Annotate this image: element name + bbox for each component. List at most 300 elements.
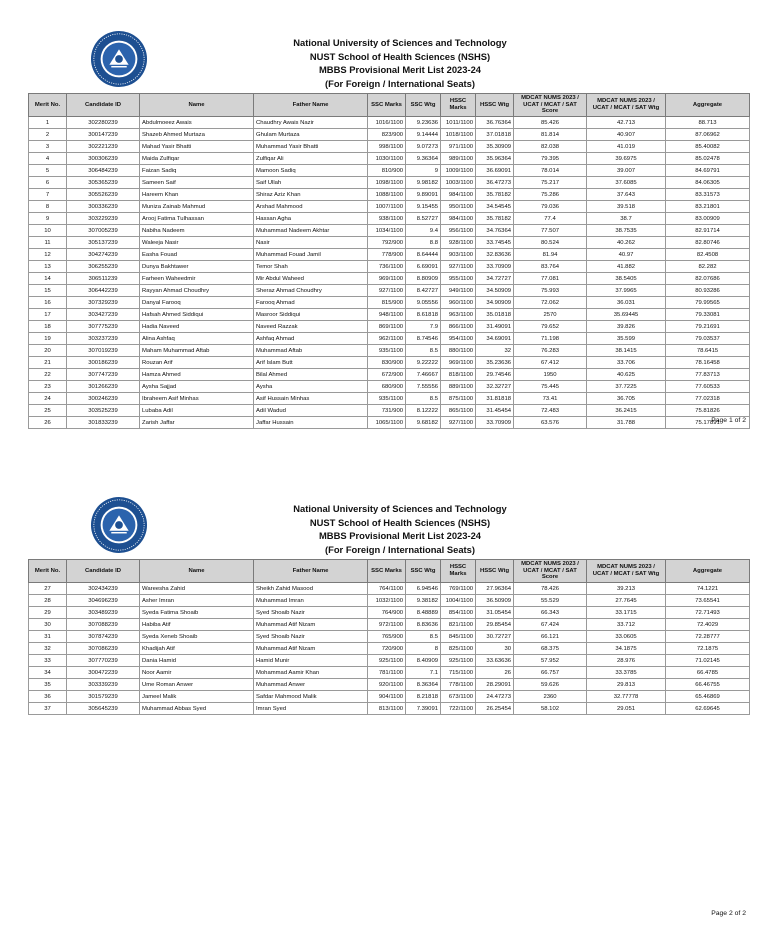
table-row xyxy=(29,189,750,201)
cell-test-wtg: 38.5405 xyxy=(587,273,666,285)
cell-test-score: 75.993 xyxy=(514,285,587,297)
cell-aggregate: 82.80746 xyxy=(666,237,750,249)
table-row xyxy=(29,369,750,381)
cell-candidate-name: Muniza Zainab Mahmud xyxy=(140,201,254,213)
table-row xyxy=(29,249,750,261)
cell-candidate-id: 300336239 xyxy=(67,201,140,213)
cell-hssc-wtg: 26 xyxy=(476,667,514,679)
table-row xyxy=(29,643,750,655)
cell-test-score: 75.217 xyxy=(514,177,587,189)
table-row xyxy=(29,345,750,357)
cell-aggregate: 82.282 xyxy=(666,261,750,273)
table-row xyxy=(29,667,750,679)
cell-candidate-name: Hareem Khan xyxy=(140,189,254,201)
cell-candidate-id: 304274239 xyxy=(67,249,140,261)
cell-hssc-marks: 925/1100 xyxy=(441,655,476,667)
cell-merit-no: 32 xyxy=(29,643,67,655)
cell-candidate-name: Rayyan Ahmad Choudhry xyxy=(140,285,254,297)
merit-list-page-2 xyxy=(0,466,768,932)
cell-merit-no: 36 xyxy=(29,691,67,703)
cell-test-score: 2360 xyxy=(514,691,587,703)
cell-father-name: Nasir xyxy=(254,237,368,249)
cell-hssc-marks: 903/1100 xyxy=(441,249,476,261)
cell-father-name: Sheraz Ahmad Choudhry xyxy=(254,285,368,297)
cell-test-score: 66.343 xyxy=(514,607,587,619)
cell-father-name: Mamoon Sadiq xyxy=(254,165,368,177)
cell-hssc-wtg: 34.54545 xyxy=(476,201,514,213)
table-row xyxy=(29,153,750,165)
cell-ssc-wtg: 9.36364 xyxy=(406,153,441,165)
cell-ssc-wtg: 9.07273 xyxy=(406,141,441,153)
cell-test-wtg: 40.625 xyxy=(587,369,666,381)
cell-candidate-id: 300186239 xyxy=(67,357,140,369)
col-header-test-score: MDCAT NUMS 2023 / UCAT / MCAT / SAT Score xyxy=(514,560,587,583)
table-row xyxy=(29,273,750,285)
cell-father-name: Bilal Ahmed xyxy=(254,369,368,381)
cell-test-wtg: 28.976 xyxy=(587,655,666,667)
cell-candidate-name: Jameel Malik xyxy=(140,691,254,703)
cell-merit-no: 19 xyxy=(29,333,67,345)
cell-test-score: 59.626 xyxy=(514,679,587,691)
cell-candidate-id: 305645239 xyxy=(67,703,140,715)
cell-candidate-id: 303525239 xyxy=(67,405,140,417)
cell-candidate-id: 305365239 xyxy=(67,177,140,189)
university-name: National University of Sciences and Technology xyxy=(293,37,507,48)
cell-ssc-marks: 1088/1100 xyxy=(368,189,406,201)
cell-father-name: Hamid Munir xyxy=(254,655,368,667)
col-header-test-wtg: MDCAT NUMS 2023 / UCAT / MCAT / SAT Wtg xyxy=(587,560,666,583)
table-row xyxy=(29,237,750,249)
cell-ssc-wtg: 6.94546 xyxy=(406,583,441,595)
cell-hssc-wtg: 32.83636 xyxy=(476,249,514,261)
cell-aggregate: 75.81826 xyxy=(666,405,750,417)
cell-hssc-marks: 927/1100 xyxy=(441,261,476,273)
cell-ssc-wtg: 9.98182 xyxy=(406,177,441,189)
cell-ssc-wtg: 8.21818 xyxy=(406,691,441,703)
col-header-test-wtg: MDCAT NUMS 2023 / UCAT / MCAT / SAT Wtg xyxy=(587,94,666,117)
cell-candidate-id: 302280239 xyxy=(67,117,140,129)
cell-aggregate: 79.03537 xyxy=(666,333,750,345)
cell-candidate-name: Zarish Jaffar xyxy=(140,417,254,429)
cell-candidate-id: 307770239 xyxy=(67,655,140,667)
cell-father-name: Asif Hussain Minhas xyxy=(254,393,368,405)
cell-merit-no: 16 xyxy=(29,297,67,309)
cell-candidate-id: 303489239 xyxy=(67,607,140,619)
cell-father-name: Muhammad Atif Nizam xyxy=(254,619,368,631)
cell-ssc-marks: 920/1100 xyxy=(368,679,406,691)
cell-father-name: Muhammad Fouad Jamil xyxy=(254,249,368,261)
cell-candidate-name: Danyal Farooq xyxy=(140,297,254,309)
cell-aggregate: 84.06305 xyxy=(666,177,750,189)
cell-hssc-marks: 865/1100 xyxy=(441,405,476,417)
table-row xyxy=(29,631,750,643)
table-row xyxy=(29,309,750,321)
cell-aggregate: 72.28777 xyxy=(666,631,750,643)
cell-hssc-wtg: 30.72727 xyxy=(476,631,514,643)
table-row xyxy=(29,691,750,703)
cell-father-name: Muhammad Imran xyxy=(254,595,368,607)
cell-ssc-marks: 765/900 xyxy=(368,631,406,643)
cell-candidate-id: 306442239 xyxy=(67,285,140,297)
cell-aggregate: 62.69645 xyxy=(666,703,750,715)
cell-aggregate: 82.4508 xyxy=(666,249,750,261)
cell-merit-no: 3 xyxy=(29,141,67,153)
table-row xyxy=(29,261,750,273)
cell-ssc-wtg: 8.8 xyxy=(406,237,441,249)
cell-hssc-marks: 715/1100 xyxy=(441,667,476,679)
cell-hssc-wtg: 31.49091 xyxy=(476,321,514,333)
cell-ssc-marks: 680/900 xyxy=(368,381,406,393)
cell-aggregate: 78.6415 xyxy=(666,345,750,357)
cell-test-wtg: 39.518 xyxy=(587,201,666,213)
cell-ssc-wtg: 8.48889 xyxy=(406,607,441,619)
cell-ssc-marks: 904/1100 xyxy=(368,691,406,703)
cell-father-name: Zulfiqar Ali xyxy=(254,153,368,165)
cell-father-name: Farooq Ahmad xyxy=(254,297,368,309)
table-row xyxy=(29,285,750,297)
table-row xyxy=(29,297,750,309)
cell-test-wtg: 29.051 xyxy=(587,703,666,715)
table-row xyxy=(29,213,750,225)
cell-merit-no: 5 xyxy=(29,165,67,177)
cell-candidate-name: Mahad Yasir Bhatti xyxy=(140,141,254,153)
cell-ssc-marks: 969/1100 xyxy=(368,273,406,285)
cell-father-name: Muhammad Anwer xyxy=(254,679,368,691)
cell-ssc-wtg: 8.52727 xyxy=(406,213,441,225)
col-header-ssc-marks: SSC Marks xyxy=(368,94,406,117)
cell-test-wtg: 37.6085 xyxy=(587,177,666,189)
cell-candidate-id: 307775239 xyxy=(67,321,140,333)
cell-candidate-id: 303229239 xyxy=(67,213,140,225)
cell-merit-no: 2 xyxy=(29,129,67,141)
cell-candidate-name: Noor Aamir xyxy=(140,667,254,679)
cell-father-name: Sheikh Zahid Masood xyxy=(254,583,368,595)
cell-candidate-name: Faizan Sadiq xyxy=(140,165,254,177)
cell-aggregate: 80.93286 xyxy=(666,285,750,297)
cell-ssc-marks: 1098/1100 xyxy=(368,177,406,189)
cell-test-wtg: 31.788 xyxy=(587,417,666,429)
cell-hssc-marks: 673/1100 xyxy=(441,691,476,703)
cell-test-score: 72.483 xyxy=(514,405,587,417)
cell-ssc-marks: 815/900 xyxy=(368,297,406,309)
table-row xyxy=(29,225,750,237)
cell-ssc-wtg: 8.61818 xyxy=(406,309,441,321)
cell-merit-no: 4 xyxy=(29,153,67,165)
cell-candidate-name: Shazeb Ahmed Murtaza xyxy=(140,129,254,141)
col-header-ssc-wtg: SSC Wtg xyxy=(406,94,441,117)
cell-hssc-marks: 969/1100 xyxy=(441,357,476,369)
cell-ssc-marks: 1032/1100 xyxy=(368,595,406,607)
cell-candidate-name: Habiba Atif xyxy=(140,619,254,631)
cell-merit-no: 24 xyxy=(29,393,67,405)
cell-hssc-marks: 875/1100 xyxy=(441,393,476,405)
list-title: MBBS Provisional Merit List 2023-24 xyxy=(318,64,482,75)
table-row xyxy=(29,583,750,595)
cell-ssc-wtg: 7.39091 xyxy=(406,703,441,715)
cell-test-score: 58.102 xyxy=(514,703,587,715)
cell-test-score: 77.4 xyxy=(514,213,587,225)
cell-merit-no: 10 xyxy=(29,225,67,237)
cell-candidate-name: Muhammad Abbas Syed xyxy=(140,703,254,715)
cell-candidate-name: Hadia Naveed xyxy=(140,321,254,333)
table-row xyxy=(29,129,750,141)
cell-hssc-marks: 960/1100 xyxy=(441,297,476,309)
cell-candidate-name: Dania Hamid xyxy=(140,655,254,667)
table-row xyxy=(29,405,750,417)
cell-aggregate: 66.46755 xyxy=(666,679,750,691)
table-header-row xyxy=(29,560,750,583)
cell-test-score: 82.038 xyxy=(514,141,587,153)
cell-father-name: Arif Islam Butt xyxy=(254,357,368,369)
cell-ssc-wtg: 8.80909 xyxy=(406,273,441,285)
cell-aggregate: 74.1221 xyxy=(666,583,750,595)
cell-test-score: 80.524 xyxy=(514,237,587,249)
col-header-ssc-wtg: SSC Wtg xyxy=(406,560,441,583)
cell-candidate-name: Khadijah Atif xyxy=(140,643,254,655)
cell-candidate-name: Dunya Bakhtawer xyxy=(140,261,254,273)
cell-merit-no: 12 xyxy=(29,249,67,261)
table-row xyxy=(29,321,750,333)
col-header-aggregate: Aggregate xyxy=(666,560,750,583)
cell-candidate-id: 300246239 xyxy=(67,393,140,405)
cell-merit-no: 1 xyxy=(29,117,67,129)
cell-test-score: 67.424 xyxy=(514,619,587,631)
cell-merit-no: 28 xyxy=(29,595,67,607)
cell-ssc-wtg: 9.15455 xyxy=(406,201,441,213)
cell-candidate-name: Syeda Fatima Shoaib xyxy=(140,607,254,619)
cell-test-wtg: 35.69445 xyxy=(587,309,666,321)
cell-test-wtg: 40.97 xyxy=(587,249,666,261)
cell-ssc-marks: 962/1100 xyxy=(368,333,406,345)
cell-test-score: 79.652 xyxy=(514,321,587,333)
school-name: NUST School of Health Sciences (NSHS) xyxy=(309,50,491,62)
cell-father-name: Muhammad Yasir Bhatti xyxy=(254,141,368,153)
cell-ssc-wtg: 9.22222 xyxy=(406,357,441,369)
cell-merit-no: 26 xyxy=(29,417,67,429)
cell-test-wtg: 36.705 xyxy=(587,393,666,405)
cell-ssc-wtg: 7.46667 xyxy=(406,369,441,381)
cell-candidate-name: Sameen Saif xyxy=(140,177,254,189)
table-row xyxy=(29,595,750,607)
cell-aggregate: 79.21691 xyxy=(666,321,750,333)
cell-merit-no: 14 xyxy=(29,273,67,285)
cell-candidate-name: Abdulmoeez Awais xyxy=(140,117,254,129)
cell-test-score: 77.081 xyxy=(514,273,587,285)
cell-hssc-marks: 1009/1100 xyxy=(441,165,476,177)
cell-aggregate: 88.713 xyxy=(666,117,750,129)
cell-ssc-marks: 1065/1100 xyxy=(368,417,406,429)
cell-candidate-name: Waleeja Nasir xyxy=(140,237,254,249)
cell-ssc-marks: 1030/1100 xyxy=(368,153,406,165)
cell-candidate-id: 302221239 xyxy=(67,141,140,153)
cell-test-wtg: 34.1875 xyxy=(587,643,666,655)
merit-table xyxy=(28,559,750,715)
cell-father-name: Syed Shoaib Nazir xyxy=(254,631,368,643)
cell-candidate-name: Wareesha Zahid xyxy=(140,583,254,595)
table-row xyxy=(29,607,750,619)
cell-ssc-wtg: 9.38182 xyxy=(406,595,441,607)
cell-hssc-wtg: 33.70909 xyxy=(476,417,514,429)
cell-hssc-wtg: 31.45454 xyxy=(476,405,514,417)
cell-test-wtg: 33.1715 xyxy=(587,607,666,619)
cell-father-name: Masroor Siddiqui xyxy=(254,309,368,321)
cell-aggregate: 72.71493 xyxy=(666,607,750,619)
cell-father-name: Ashfaq Ahmad xyxy=(254,333,368,345)
col-header-merit-no: Merit No. xyxy=(29,560,67,583)
cell-candidate-name: Farheen Waheedmir xyxy=(140,273,254,285)
cell-father-name: Shiraz Aziz Khan xyxy=(254,189,368,201)
cell-father-name: Hassan Agha xyxy=(254,213,368,225)
cell-candidate-id: 301579239 xyxy=(67,691,140,703)
cell-candidate-name: Ibraheem Asif Minhas xyxy=(140,393,254,405)
cell-candidate-id: 303237239 xyxy=(67,333,140,345)
cell-test-wtg: 32.77778 xyxy=(587,691,666,703)
cell-ssc-marks: 935/1100 xyxy=(368,393,406,405)
cell-aggregate: 72.4029 xyxy=(666,619,750,631)
cell-ssc-wtg: 8.5 xyxy=(406,393,441,405)
cell-merit-no: 13 xyxy=(29,261,67,273)
cell-ssc-marks: 792/900 xyxy=(368,237,406,249)
table-row xyxy=(29,417,750,429)
cell-hssc-wtg: 33.63636 xyxy=(476,655,514,667)
cell-merit-no: 31 xyxy=(29,631,67,643)
cell-ssc-marks: 925/1100 xyxy=(368,655,406,667)
cell-test-score: 71.198 xyxy=(514,333,587,345)
cell-candidate-id: 300147239 xyxy=(67,129,140,141)
cell-ssc-marks: 998/1100 xyxy=(368,141,406,153)
cell-merit-no: 8 xyxy=(29,201,67,213)
cell-merit-no: 18 xyxy=(29,321,67,333)
cell-hssc-marks: 769/1100 xyxy=(441,583,476,595)
cell-aggregate: 83.31573 xyxy=(666,189,750,201)
cell-hssc-wtg: 34.90909 xyxy=(476,297,514,309)
cell-hssc-marks: 1004/1100 xyxy=(441,595,476,607)
cell-hssc-marks: 928/1100 xyxy=(441,237,476,249)
nust-logo-icon xyxy=(90,496,148,554)
cell-hssc-marks: 949/1100 xyxy=(441,285,476,297)
cell-hssc-marks: 956/1100 xyxy=(441,225,476,237)
cell-aggregate: 82.07686 xyxy=(666,273,750,285)
cell-test-score: 68.375 xyxy=(514,643,587,655)
cell-test-score: 77.507 xyxy=(514,225,587,237)
cell-test-score: 83.764 xyxy=(514,261,587,273)
cell-hssc-wtg: 29.74546 xyxy=(476,369,514,381)
cell-candidate-id: 307019239 xyxy=(67,345,140,357)
cell-candidate-id: 305526239 xyxy=(67,189,140,201)
cell-hssc-marks: 984/1100 xyxy=(441,213,476,225)
cell-hssc-wtg: 33.70909 xyxy=(476,261,514,273)
cell-aggregate: 85.40082 xyxy=(666,141,750,153)
cell-candidate-id: 306511239 xyxy=(67,273,140,285)
col-header-ssc-marks: SSC Marks xyxy=(368,560,406,583)
cell-hssc-marks: 880/1100 xyxy=(441,345,476,357)
cell-ssc-marks: 1016/1100 xyxy=(368,117,406,129)
table-row xyxy=(29,165,750,177)
page-header xyxy=(210,36,590,90)
cell-hssc-marks: 1018/1100 xyxy=(441,129,476,141)
cell-test-wtg: 39.007 xyxy=(587,165,666,177)
cell-ssc-wtg: 8.12222 xyxy=(406,405,441,417)
cell-father-name: Mohammad Aamir Khan xyxy=(254,667,368,679)
cell-hssc-wtg: 35.96364 xyxy=(476,153,514,165)
cell-ssc-marks: 1034/1100 xyxy=(368,225,406,237)
cell-aggregate: 71.02145 xyxy=(666,655,750,667)
cell-ssc-marks: 778/900 xyxy=(368,249,406,261)
cell-hssc-marks: 927/1100 xyxy=(441,417,476,429)
col-header-aggregate: Aggregate xyxy=(666,94,750,117)
cell-ssc-marks: 731/900 xyxy=(368,405,406,417)
cell-ssc-wtg: 9 xyxy=(406,165,441,177)
cell-father-name: Safdar Mahmood Malik xyxy=(254,691,368,703)
cell-merit-no: 34 xyxy=(29,667,67,679)
cell-aggregate: 66.4785 xyxy=(666,667,750,679)
cell-ssc-marks: 927/1100 xyxy=(368,285,406,297)
cell-test-wtg: 33.0605 xyxy=(587,631,666,643)
cell-hssc-wtg: 35.23636 xyxy=(476,357,514,369)
cell-test-wtg: 40.262 xyxy=(587,237,666,249)
table-row xyxy=(29,201,750,213)
cell-test-wtg: 38.1415 xyxy=(587,345,666,357)
cell-test-wtg: 36.031 xyxy=(587,297,666,309)
cell-aggregate: 75.17891 xyxy=(666,417,750,429)
cell-candidate-name: Rouzan Arif xyxy=(140,357,254,369)
cell-hssc-wtg: 35.78182 xyxy=(476,213,514,225)
cell-merit-no: 6 xyxy=(29,177,67,189)
cell-candidate-name: Syeda Xeneb Shoaib xyxy=(140,631,254,643)
cell-test-score: 2570 xyxy=(514,309,587,321)
list-title: MBBS Provisional Merit List 2023-24 xyxy=(318,530,482,541)
page-header xyxy=(210,502,590,556)
cell-candidate-name: Hamza Ahmed xyxy=(140,369,254,381)
cell-hssc-marks: 825/1100 xyxy=(441,643,476,655)
cell-candidate-id: 300472239 xyxy=(67,667,140,679)
cell-aggregate: 79.33081 xyxy=(666,309,750,321)
table-row xyxy=(29,619,750,631)
cell-test-wtg: 33.706 xyxy=(587,357,666,369)
cell-candidate-id: 301833239 xyxy=(67,417,140,429)
cell-father-name: Imran Syed xyxy=(254,703,368,715)
cell-father-name: Adil Wadud xyxy=(254,405,368,417)
cell-test-score: 78.426 xyxy=(514,583,587,595)
cell-aggregate: 72.1875 xyxy=(666,643,750,655)
cell-father-name: Muhammad Aftab xyxy=(254,345,368,357)
cell-hssc-wtg: 32 xyxy=(476,345,514,357)
cell-father-name: Saif Ullah xyxy=(254,177,368,189)
cell-candidate-id: 307874239 xyxy=(67,631,140,643)
cell-ssc-wtg: 8 xyxy=(406,643,441,655)
cell-ssc-wtg: 7.1 xyxy=(406,667,441,679)
cell-test-wtg: 39.826 xyxy=(587,321,666,333)
cell-test-score: 81.814 xyxy=(514,129,587,141)
nust-logo-icon xyxy=(90,30,148,88)
cell-test-score: 78.014 xyxy=(514,165,587,177)
cell-ssc-marks: 948/1100 xyxy=(368,309,406,321)
cell-hssc-wtg: 33.74545 xyxy=(476,237,514,249)
cell-test-score: 63.576 xyxy=(514,417,587,429)
cell-father-name: Muhammad Atif Nizam xyxy=(254,643,368,655)
cell-merit-no: 30 xyxy=(29,619,67,631)
seat-category: (For Foreign / International Seats) xyxy=(324,543,475,555)
cell-merit-no: 23 xyxy=(29,381,67,393)
cell-hssc-marks: 778/1100 xyxy=(441,679,476,691)
cell-test-wtg: 38.7 xyxy=(587,213,666,225)
cell-test-wtg: 29.813 xyxy=(587,679,666,691)
cell-test-score: 57.952 xyxy=(514,655,587,667)
cell-father-name: Syed Shoaib Nazir xyxy=(254,607,368,619)
col-header-father-name: Father Name xyxy=(254,94,368,117)
cell-ssc-marks: 869/1100 xyxy=(368,321,406,333)
cell-aggregate: 77.02318 xyxy=(666,393,750,405)
